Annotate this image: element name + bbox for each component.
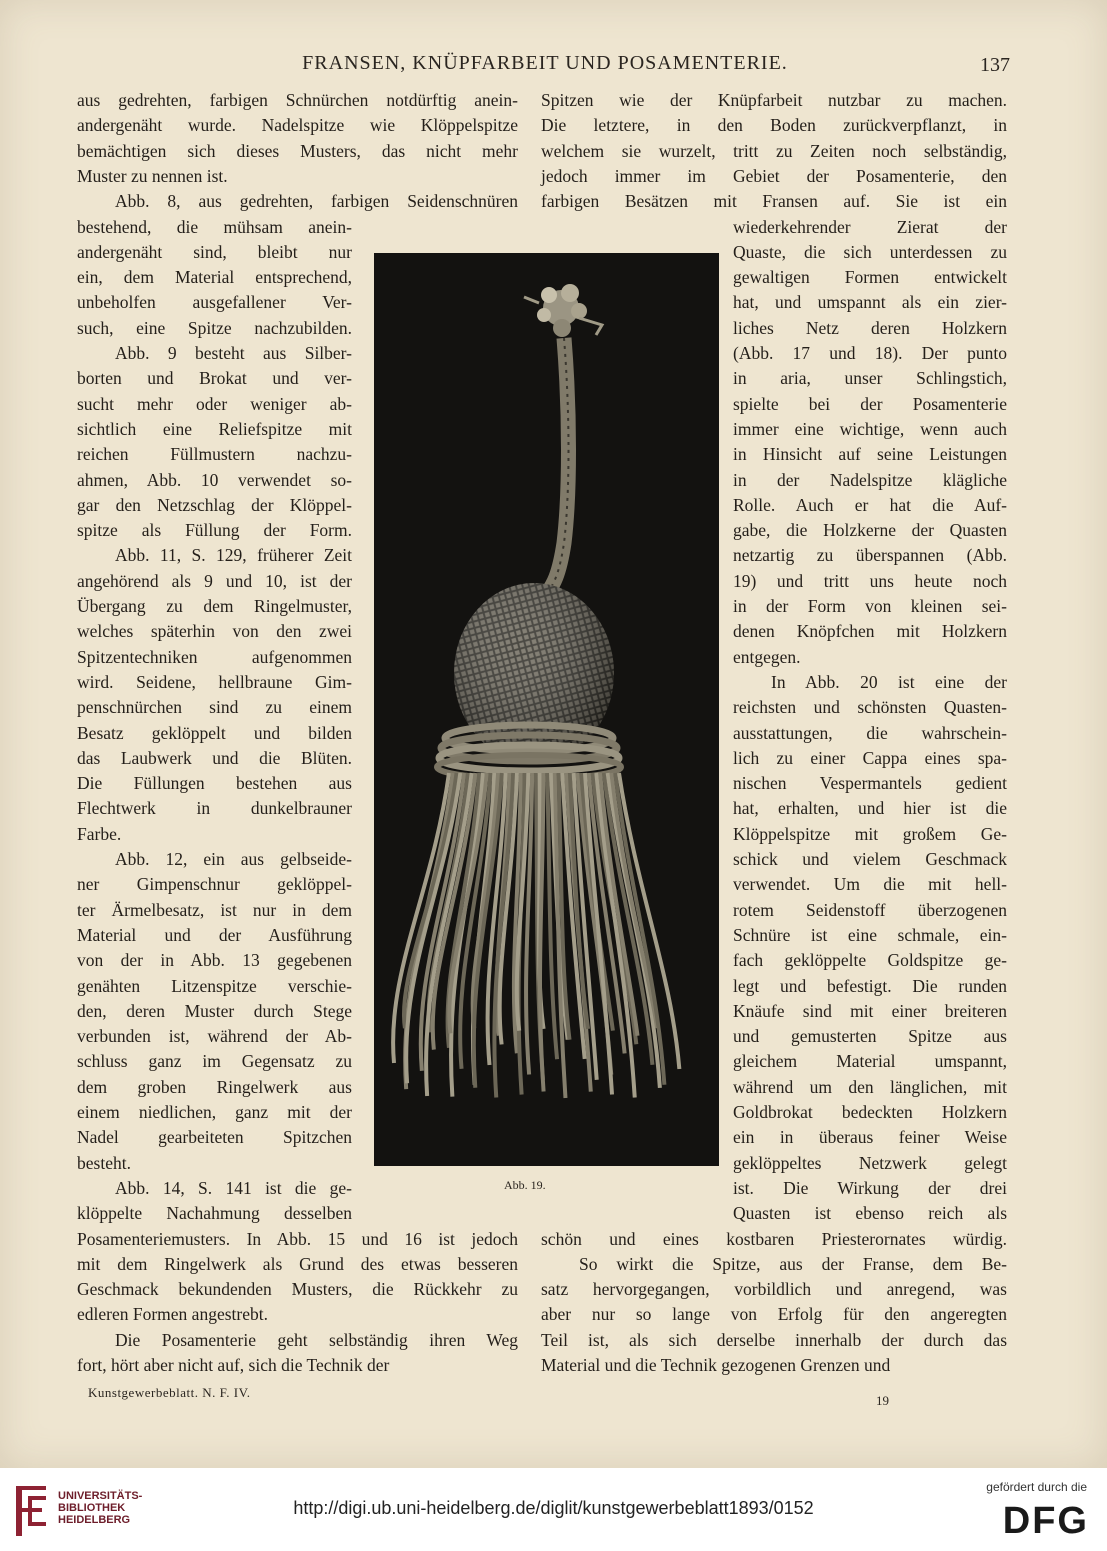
text-line: andergenäht wurde. Nadelspitze wie Klöppelspitze [77,115,518,136]
text-line: gar den Netzschlag der Klöppel- [77,494,352,515]
text-line: nischen Vespermantels gedient [733,773,1007,794]
text-line: Abb. 14, S. 141 ist die ge- [115,1177,352,1198]
text-line: Farbe. [77,823,122,844]
text-line: netzartig zu überspannen (Abb. [733,545,1007,566]
text-line: Knäufe sind mit einer breiteren [733,1000,1007,1021]
text-line: Besatz geklöppelt und bilden [77,722,352,743]
text-line: sucht mehr oder weniger ab- [77,393,352,414]
tassel-illustration [374,253,719,1166]
text-line: Abb. 8, aus gedrehten, farbigen Seidenschnüren [115,191,518,212]
text-line: spielte bei der Posamenterie [733,393,1007,414]
text-line: ist. Die Wirkung der drei [733,1177,1007,1198]
text-line: bestehend, die mühsam anein- [77,216,352,237]
tassel-cord [544,338,569,598]
text-line: Spitzen wie der Knüpfarbeit nutzbar zu machen. [541,90,1007,110]
text-line: welchem sie wurzelt, tritt zu Zeiten noch selbständig, [541,140,1007,161]
text-line: (Abb. 17 und 18). Der punto [733,343,1007,363]
text-line: denen Knöpfchen mit Holzkern [733,621,1007,642]
text-line: spitze als Füllung der Form. [77,520,352,541]
text-line: satz hervorgegangen, vorbildlich und anregend, was [541,1279,1007,1300]
figure-caption: Abb. 19. [504,1178,546,1192]
text-line: genähten Litzenspitze verschie- [77,975,352,996]
text-line: ter Ärmelbesatz, ist nur in dem [77,899,352,920]
text-line: Flechtwerk in dunkelbrauner [77,798,352,819]
text-line: jedoch immer im Gebiet der Posamenterie, den [541,165,1007,186]
text-line: schluss ganz im Gegensatz zu [77,1051,352,1072]
text-line: Material und die Technik gezogenen Grenzen und [541,1355,891,1375]
text-line: das Laubwerk und die Blüten. [77,747,352,768]
text-line: liches Netz deren Holzkern [733,317,1007,338]
signature-number: 19 [876,1393,889,1408]
text-line: Muster zu nennen ist. [77,165,228,186]
text-line: dem groben Ringelwerk aus [77,1076,352,1097]
tassel-fringe [393,773,679,1098]
text-line: während um den länglichen, mit [733,1076,1007,1097]
permalink-url[interactable]: http://digi.ub.uni-heidelberg.de/diglit/kunstgewerbeblatt1893/0152 [293,1498,814,1518]
library-line: BIBLIOTHEK [58,1502,126,1514]
text-line: wiederkehrender Zierat der [733,216,1007,237]
text-line: ein, dem Material entsprechend, [77,267,352,288]
text-line: Quaste, die sich unterdessen zu [733,241,1007,262]
dfg-logo: DFG [1002,1500,1089,1542]
text-line: andergenäht sind, bleibt nur [77,241,352,262]
text-line: verwendet. Um die mit hell- [733,874,1007,895]
text-line: Teil ist, als sich derselbe innerhalb der durch das [541,1329,1007,1350]
text-line: von der in Abb. 13 gegebenen [77,950,352,971]
text-line: wird. Seidene, hellbraune Gim- [77,671,352,692]
text-line: ner Gimpenschnur geklöppel- [77,874,352,895]
text-line: fort, hört aber nicht auf, sich die Technik der [77,1355,390,1375]
text-line: in der Form von kleinen sei- [733,596,1007,616]
text-line: schick und vielem Geschmack [733,849,1007,869]
text-line: such, eine Spitze nachzubilden. [77,317,352,338]
text-line: Die letztere, in den Boden zurückverpflanzt, in [541,115,1007,136]
text-line: Goldbrokat bedeckten Holzkern [733,1102,1007,1122]
text-line: schön und eines kostbaren Priesterornates würdig. [541,1228,1007,1249]
text-line: ein in überaus feiner Weise [733,1127,1007,1148]
text-line: hat, und umspannt als ein zier- [733,292,1007,313]
library-line: HEIDELBERG [58,1514,131,1526]
text-line: unbeholfen ausgefallener Ver- [77,292,352,313]
text-line: Posamenteriemusters. In Abb. 15 und 16 ist jedoch [77,1228,518,1249]
text-line: Die Posamenterie geht selbständig ihren Weg [115,1329,518,1350]
text-line: reichen Füllmustern nachzu- [77,444,352,465]
text-line: Nadel gearbeiteten Spitzchen [77,1127,352,1148]
running-title: FRANSEN, KNÜPFARBEIT UND POSAMENTERIE. [302,52,788,74]
text-line: aus gedrehten, farbigen Schnürchen notdürftig anein- [77,90,518,110]
text-line: bemächtigen sich dieses Musters, das nicht mehr [77,140,518,161]
page-number: 137 [980,54,1010,76]
text-line: besteht. [77,1152,131,1173]
page-header [80,52,1010,82]
journal-footer: Kunstgewerbeblatt. N. F. IV. [88,1385,251,1400]
text-line: mit dem Ringelwerk als Grund des etwas besseren [77,1253,518,1274]
funding-note: gefördert durch die [986,1480,1087,1494]
text-line: entgegen. [733,646,801,667]
text-line: in aria, unser Schlingstich, [733,368,1007,389]
text-line: fach geklöppelte Goldspitze ge- [733,950,1007,971]
text-line: reichsten und schönsten Quasten- [733,697,1007,718]
text-line: Abb. 11, S. 129, früherer Zeit [115,545,352,566]
text-line: gabe, die Holzkerne der Quasten [733,520,1007,541]
tassel-rope-bands [437,725,621,779]
text-line: legt und befestigt. Die runden [733,975,1007,996]
tassel-drawing [374,253,719,1166]
library-line: UNIVERSITÄTS- [58,1490,143,1502]
bottom-bar [0,1468,1107,1551]
text-line: einem niedlichen, ganz mit der [77,1102,352,1122]
text-line: Die Füllungen bestehen aus [77,773,352,794]
text-line: geklöppeltes Netzwerk gelegt [733,1152,1007,1173]
text-line: den, deren Muster durch Stege [77,1000,352,1021]
text-line: 19) und tritt uns heute noch [733,570,1007,591]
text-line: Spitzentechniken aufgenommen [77,646,352,667]
text-line: penschnürchen sind zu einem [77,697,352,718]
text-line: welches späterhin von den zwei [77,621,352,642]
text-line: gleichem Material umspannt, [733,1051,1007,1072]
text-line: in der Nadelspitze klägliche [733,469,1007,490]
text-line: ausstattungen, die wahrschein- [733,722,1007,743]
text-line: Quasten ist ebenso reich als [733,1203,1007,1224]
text-line: immer eine wichtige, wenn auch [733,418,1007,439]
text-line: hat, erhalten, und hier ist die [733,798,1007,819]
text-line: angehörend als 9 und 10, ist der [77,570,352,591]
text-line: Rolle. Auch er hat die Auf- [733,494,1007,515]
text-line: rotem Seidenstoff überzogenen [733,899,1007,920]
text-line: aber nur so lange von Erfolg für den angeregten [541,1304,1007,1325]
text-line: In Abb. 20 ist eine der [771,671,1007,692]
text-line: farbigen Besätzen mit Fransen auf. Sie ist ein [541,191,1007,212]
text-line: So wirkt die Spitze, aus der Franse, dem Be- [579,1253,1007,1274]
text-line: in Hinsicht auf seine Leistungen [733,444,1007,465]
text-line: Übergang zu dem Ringelmuster, [77,596,352,616]
text-line: und gemusterten Spitze aus [733,1026,1007,1047]
text-line: gewaltigen Formen entwickelt [733,267,1007,288]
text-line: Material und der Ausführung [77,924,352,945]
text-line: Abb. 9 besteht aus Silber- [115,343,352,363]
text-line: Schnüre ist eine schmale, ein- [733,924,1007,945]
text-line: verbunden ist, während der Ab- [77,1026,352,1047]
text-line: edleren Formen angestrebt. [77,1304,268,1325]
tassel-top-knot [524,284,602,337]
text-line: Geschmack bekundenden Musters, die Rückkehr zu [77,1279,518,1300]
text-line: sichtlich eine Reliefspitze mit [77,418,352,439]
text-line: borten und Brokat und ver- [77,368,352,389]
text-line: klöppelte Nachahmung desselben [77,1203,352,1224]
text-line: Abb. 12, ein aus gelbseide- [115,849,352,869]
text-line: lich zu einer Cappa eines spa- [733,747,1007,768]
text-line: Klöppelspitze mit großem Ge- [733,823,1007,844]
text-line: ahmen, Abb. 10 verwendet so- [77,469,352,490]
